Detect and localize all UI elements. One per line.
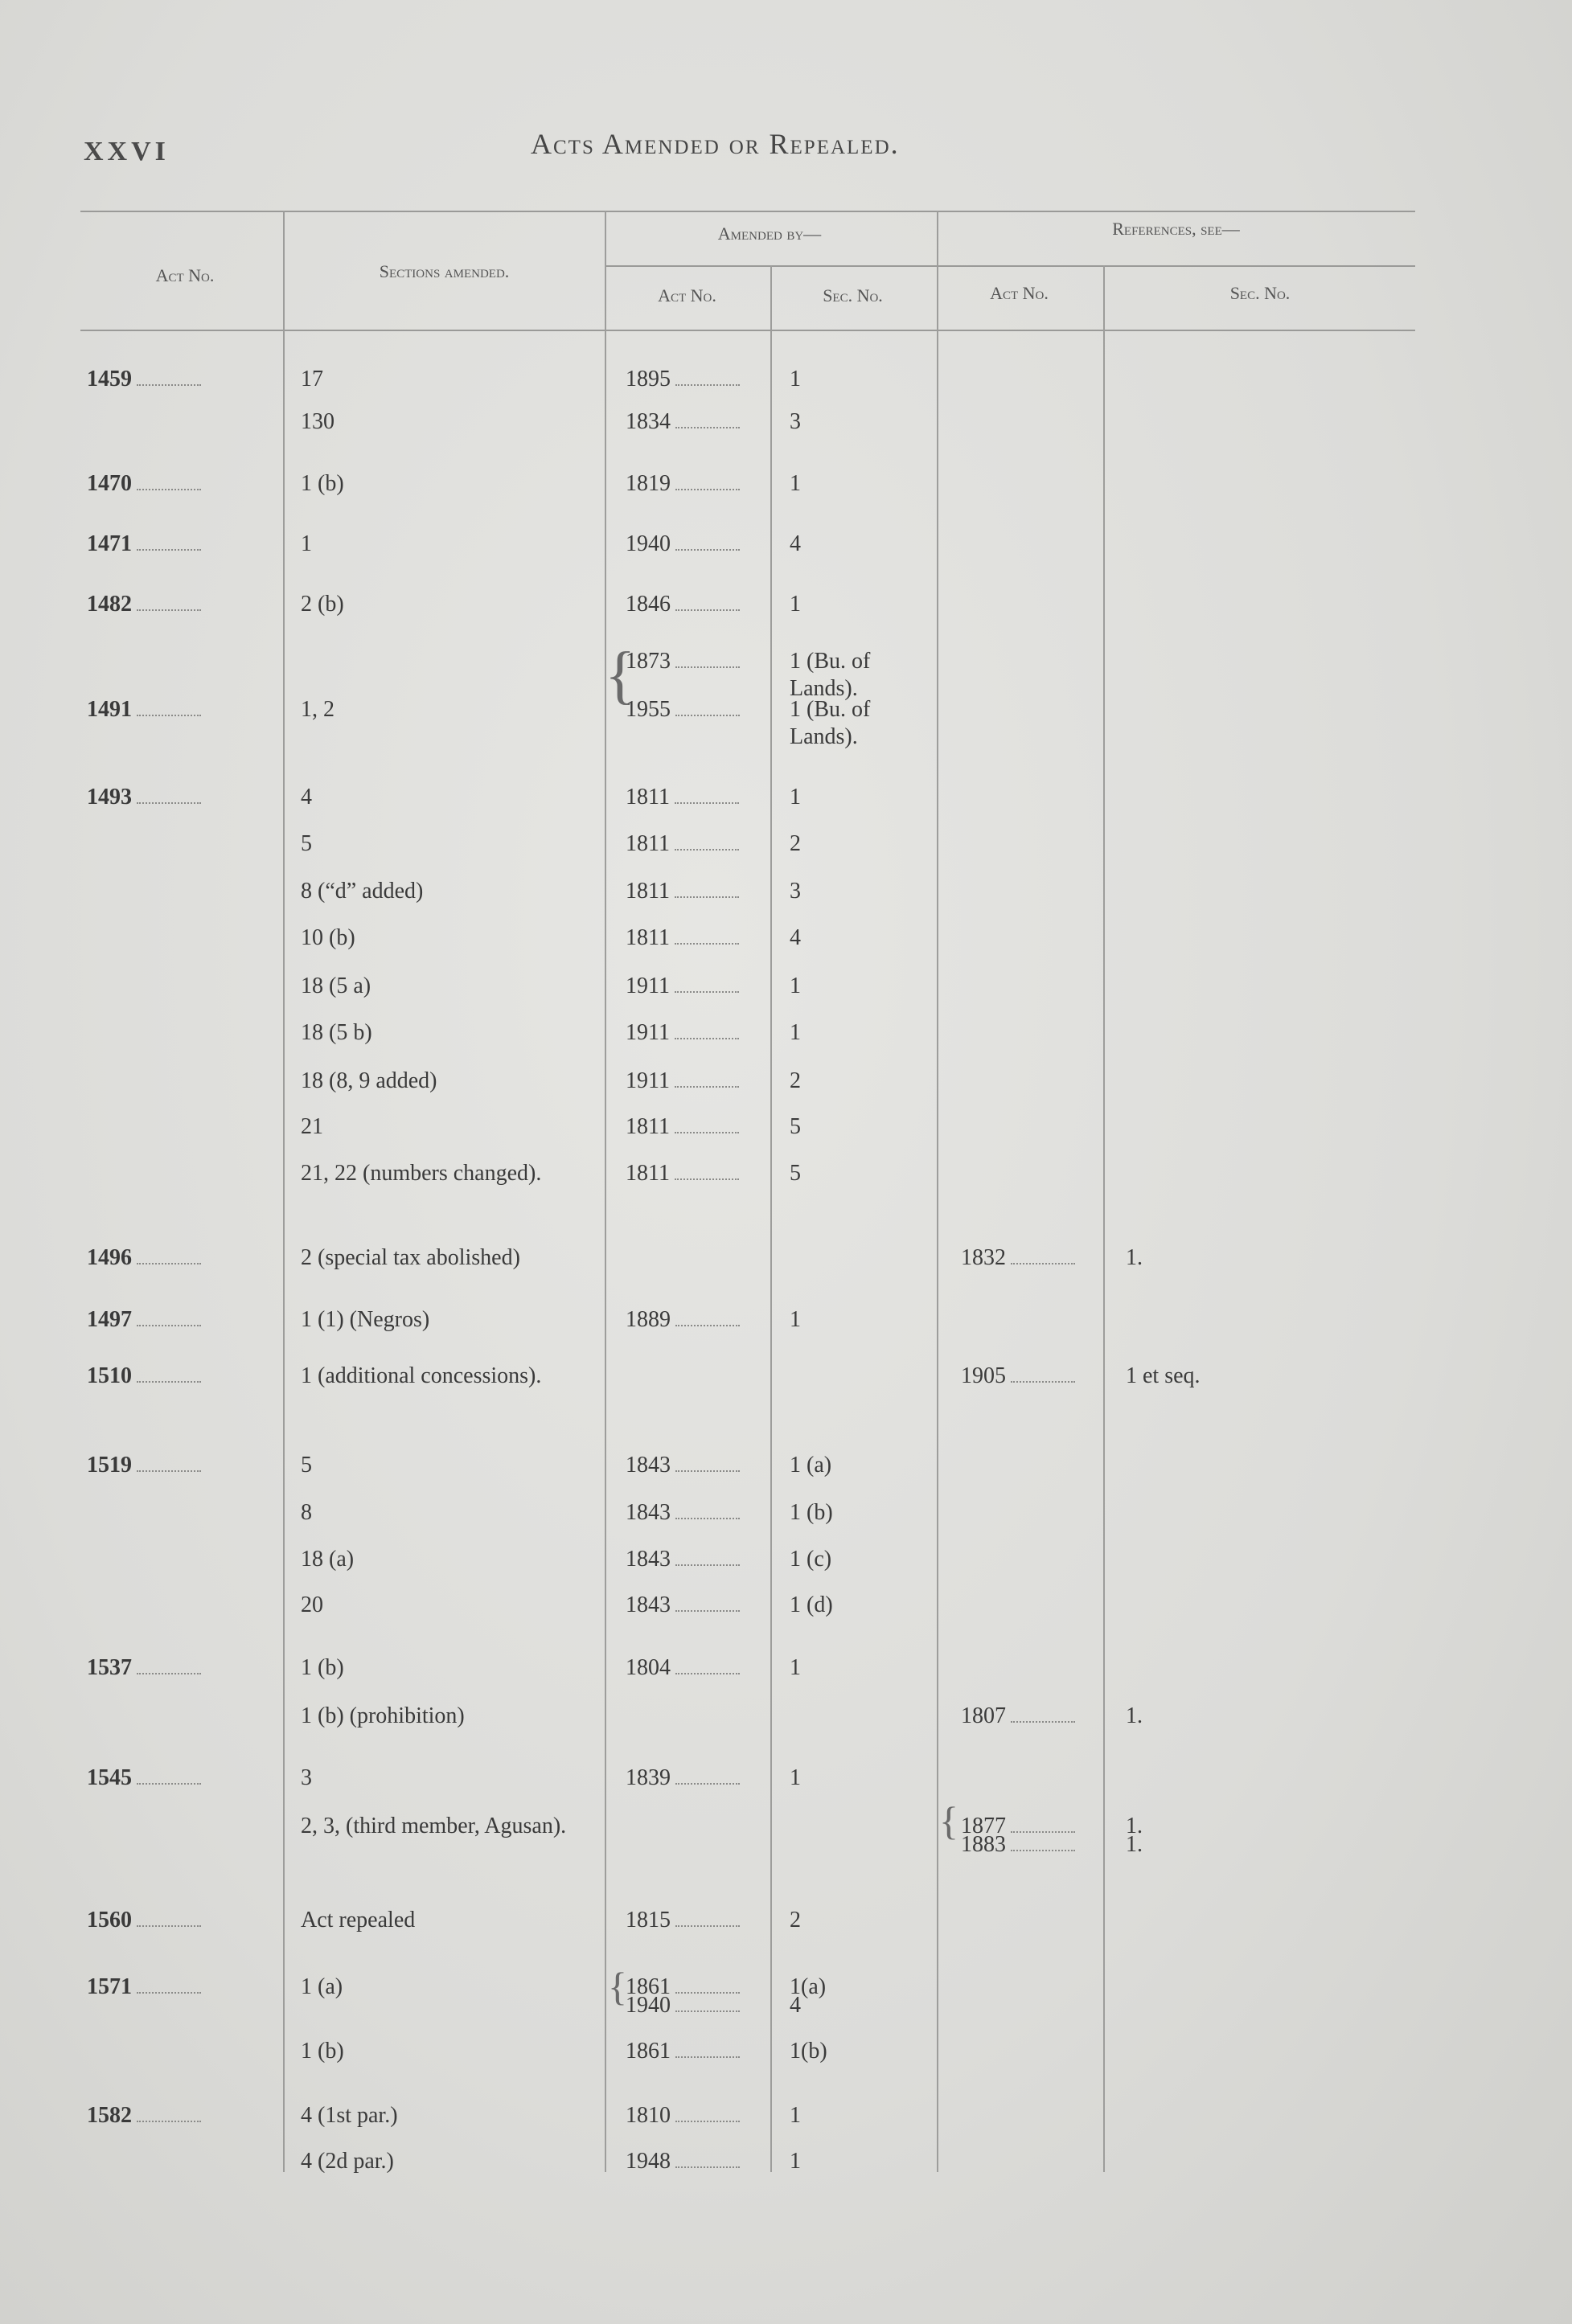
amended-act-number: 1815 — [626, 1907, 766, 1934]
leader-dots — [137, 1252, 201, 1264]
sections-amended: 5 — [301, 1453, 312, 1478]
amended-act-number: 1843 — [626, 1546, 766, 1573]
brace-1545: { — [939, 1798, 958, 1843]
amended-section-number: 1 — [790, 1020, 801, 1045]
sections-amended: 8 (“d” added) — [301, 879, 424, 904]
amended-act-number: 1873 — [626, 648, 766, 675]
leader-dots — [675, 1027, 739, 1039]
amended-act-number: 1911 — [626, 973, 766, 1000]
amended-act-number: 1811 — [626, 924, 766, 952]
act-number: 1496 — [87, 1244, 280, 1272]
act-number: 1497 — [87, 1306, 280, 1334]
amended-section-number: 1 — [790, 2149, 801, 2174]
amended-section-number: 4 — [790, 925, 801, 950]
amended-act-number: 1811 — [626, 1113, 766, 1141]
leader-dots — [137, 1662, 201, 1674]
sections-amended: 18 (8, 9 added) — [301, 1068, 437, 1093]
amended-act-number: 1810 — [626, 2102, 766, 2129]
header-ref-act-no: Act No. — [990, 283, 1049, 303]
amended-section-number: 1 — [790, 973, 801, 998]
leader-dots — [675, 2109, 740, 2122]
amended-act-number: 1846 — [626, 591, 766, 618]
act-number: 1582 — [87, 2102, 280, 2129]
header-ref-sec-no: Sec. No. — [1229, 283, 1291, 303]
leader-dots — [675, 655, 740, 668]
act-number: 1571 — [87, 1974, 280, 2001]
leader-dots — [675, 1914, 740, 1927]
amended-section-number: 1 — [790, 1307, 801, 1332]
leader-dots — [675, 1662, 740, 1674]
amended-section-number: 4 — [790, 531, 801, 556]
leader-dots — [675, 932, 739, 945]
sections-amended: 17 — [301, 367, 323, 391]
brace-1571: { — [608, 1964, 627, 2009]
sections-amended: 1 (b) — [301, 2039, 344, 2064]
column-rule — [605, 211, 606, 2172]
leader-dots — [675, 1075, 739, 1088]
act-number: 1493 — [87, 784, 280, 811]
leader-dots — [675, 2045, 740, 2058]
leader-dots — [137, 791, 201, 804]
header-bottom-rule — [80, 330, 1415, 331]
leader-dots — [675, 1506, 740, 1519]
header-references: References, see— — [1112, 219, 1240, 239]
sections-amended: 1 (a) — [301, 1974, 343, 1999]
sections-amended: 21 — [301, 1114, 323, 1139]
amended-section-number: 2 — [790, 831, 801, 856]
amended-act-number: 1843 — [626, 1452, 766, 1479]
amended-section-number: 1 — [790, 1655, 801, 1680]
amended-section-number: 5 — [790, 1114, 801, 1139]
sections-amended: 1 (b) — [301, 1655, 344, 1680]
reference-section-number: 1. — [1126, 1832, 1143, 1857]
amended-act-number: 1861 — [626, 2038, 766, 2065]
leader-dots — [675, 1314, 740, 1326]
sections-amended: 10 (b) — [301, 925, 355, 950]
reference-act-number: 1883 — [961, 1831, 1106, 1859]
sections-amended: 5 — [301, 831, 312, 856]
sections-amended: 20 — [301, 1592, 323, 1617]
act-number: 1510 — [87, 1363, 280, 1390]
column-rule — [937, 211, 938, 2172]
leader-dots — [137, 538, 201, 551]
sections-amended: 4 (1st par.) — [301, 2103, 398, 2128]
header-amended-sec-no: Sec. No. — [823, 285, 883, 305]
amended-section-number: 3 — [790, 879, 801, 904]
sections-amended: 2 (special tax abolished) — [301, 1245, 520, 1270]
amended-section-number: 1 (c) — [790, 1547, 832, 1572]
leader-dots — [675, 1459, 740, 1472]
amended-act-number: 1811 — [626, 830, 766, 858]
leader-dots — [1011, 1252, 1075, 1264]
leader-dots — [137, 1914, 201, 1927]
amended-section-number: 1 — [790, 1765, 801, 1790]
leader-dots — [675, 885, 739, 898]
amended-section-number: 1 — [790, 592, 801, 617]
sections-amended: 4 — [301, 785, 312, 810]
amended-section-number: 1 (a) — [790, 1453, 832, 1478]
sections-amended: 1 — [301, 531, 312, 556]
amended-act-number: 1804 — [626, 1654, 766, 1682]
sections-amended: 130 — [301, 409, 335, 434]
sections-amended: 2 (b) — [301, 592, 344, 617]
page-number: XXVI — [84, 137, 170, 166]
leader-dots — [675, 416, 740, 428]
amended-act-number: 1843 — [626, 1592, 766, 1619]
page-title: Acts Amended or Repealed. — [531, 128, 900, 160]
act-number: 1471 — [87, 531, 280, 558]
reference-act-number: 1807 — [961, 1703, 1106, 1730]
act-number: 1537 — [87, 1654, 280, 1682]
leader-dots — [675, 478, 740, 490]
amended-section-number: 1 (d) — [790, 1592, 833, 1617]
leader-dots — [675, 598, 740, 611]
leader-dots — [675, 1999, 740, 2012]
amended-act-number: 1843 — [626, 1499, 766, 1527]
header-amended-by: Amended by— — [717, 223, 822, 244]
act-number: 1459 — [87, 366, 280, 393]
column-rule — [770, 265, 772, 2172]
amended-section-number: 1 — [790, 471, 801, 496]
amended-act-number: 1889 — [626, 1306, 766, 1334]
leader-dots — [1011, 1370, 1075, 1383]
amended-act-number: 1861 — [626, 1974, 766, 2001]
header-sections-amended: Sections amended. — [379, 261, 510, 281]
amended-section-number: 1 (b) — [790, 1500, 833, 1525]
act-number: 1545 — [87, 1765, 280, 1792]
leader-dots — [137, 1314, 201, 1326]
act-number: 1491 — [87, 696, 280, 723]
reference-act-number: 1832 — [961, 1244, 1106, 1272]
sections-amended: 18 (a) — [301, 1547, 355, 1572]
leader-dots — [675, 1772, 740, 1785]
amended-act-number: 1940 — [626, 1992, 766, 2019]
leader-dots — [1011, 1710, 1075, 1723]
leader-dots — [675, 1167, 739, 1180]
reference-act-number: 1905 — [961, 1363, 1106, 1390]
leader-dots — [137, 478, 201, 490]
sections-amended: 1 (additional concessions). — [301, 1363, 542, 1388]
amended-section-number: 1 — [790, 785, 801, 810]
leader-dots — [137, 598, 201, 611]
amended-section-number: 1 (Bu. of Lands). — [790, 697, 871, 749]
leader-dots — [1011, 1838, 1075, 1851]
reference-section-number: 1. — [1126, 1814, 1143, 1838]
amended-act-number: 1911 — [626, 1068, 766, 1095]
column-rule — [283, 211, 285, 2172]
reference-act-number: 1877 — [961, 1813, 1106, 1840]
leader-dots — [675, 1553, 740, 1566]
sections-amended: 18 (5 a) — [301, 973, 371, 998]
amended-section-number: 1 — [790, 367, 801, 391]
amended-act-number: 1811 — [626, 1160, 766, 1187]
leader-dots — [137, 1981, 201, 1994]
act-number: 1482 — [87, 591, 280, 618]
leader-dots — [675, 838, 739, 850]
amended-section-number: 1 — [790, 2103, 801, 2128]
leader-dots — [675, 980, 739, 993]
leader-dots — [137, 373, 201, 386]
amended-section-number: 5 — [790, 1161, 801, 1186]
leader-dots — [675, 703, 740, 716]
amended-section-number: 3 — [790, 409, 801, 434]
reference-section-number: 1. — [1126, 1703, 1143, 1728]
header-act-no: Act No. — [155, 265, 215, 285]
amended-act-number: 1811 — [626, 784, 766, 811]
leader-dots — [137, 703, 201, 716]
sections-amended: 1 (b) (prohibition) — [301, 1703, 465, 1728]
header-top-rule — [80, 211, 1415, 212]
leader-dots — [137, 1772, 201, 1785]
sections-amended: 1 (b) — [301, 471, 344, 496]
leader-dots — [675, 791, 739, 804]
sections-amended: 8 — [301, 1500, 312, 1525]
amended-act-number: 1811 — [626, 878, 766, 905]
amended-act-number: 1940 — [626, 531, 766, 558]
sections-amended: 4 (2d par.) — [301, 2149, 394, 2174]
amended-act-number: 1819 — [626, 470, 766, 498]
amended-act-number: 1895 — [626, 366, 766, 393]
act-number: 1560 — [87, 1907, 280, 1934]
amended-act-number: 1948 — [626, 2148, 766, 2175]
amended-act-number: 1911 — [626, 1019, 766, 1047]
reference-section-number: 1 et seq. — [1126, 1363, 1201, 1388]
act-number: 1470 — [87, 470, 280, 498]
column-rule — [1103, 265, 1105, 2172]
amended-section-number: 2 — [790, 1068, 801, 1093]
brace-1491: { — [605, 640, 636, 711]
amended-act-number: 1839 — [626, 1765, 766, 1792]
sections-amended: 18 (5 b) — [301, 1020, 372, 1045]
sections-amended: 3 — [301, 1765, 312, 1790]
amended-act-number: 1834 — [626, 408, 766, 436]
sections-amended: 21, 22 (numbers changed). — [301, 1161, 542, 1186]
amended-section-number: 4 — [790, 1993, 801, 2018]
leader-dots — [675, 538, 740, 551]
leader-dots — [137, 1370, 201, 1383]
sections-amended: 2, 3, (third member, Agusan). — [301, 1814, 567, 1838]
amended-section-number: 1(a) — [790, 1974, 827, 1999]
leader-dots — [675, 2155, 740, 2168]
amended-section-number: 2 — [790, 1908, 801, 1933]
leader-dots — [675, 373, 740, 386]
header-amended-act-no: Act No. — [658, 285, 716, 305]
leader-dots — [675, 1121, 739, 1133]
amended-section-number: 1 (Bu. of Lands). — [790, 649, 871, 701]
header-mid-rule — [605, 265, 1415, 267]
sections-amended: 1 (1) (Negros) — [301, 1307, 430, 1332]
act-number: 1519 — [87, 1452, 280, 1479]
leader-dots — [675, 1599, 740, 1612]
leader-dots — [137, 2109, 201, 2122]
sections-amended: Act repealed — [301, 1908, 416, 1933]
sections-amended: 1, 2 — [301, 697, 335, 722]
reference-section-number: 1. — [1126, 1245, 1143, 1270]
amended-section-number: 1(b) — [790, 2039, 827, 2064]
leader-dots — [137, 1459, 201, 1472]
amended-act-number: 1955 — [626, 696, 766, 723]
